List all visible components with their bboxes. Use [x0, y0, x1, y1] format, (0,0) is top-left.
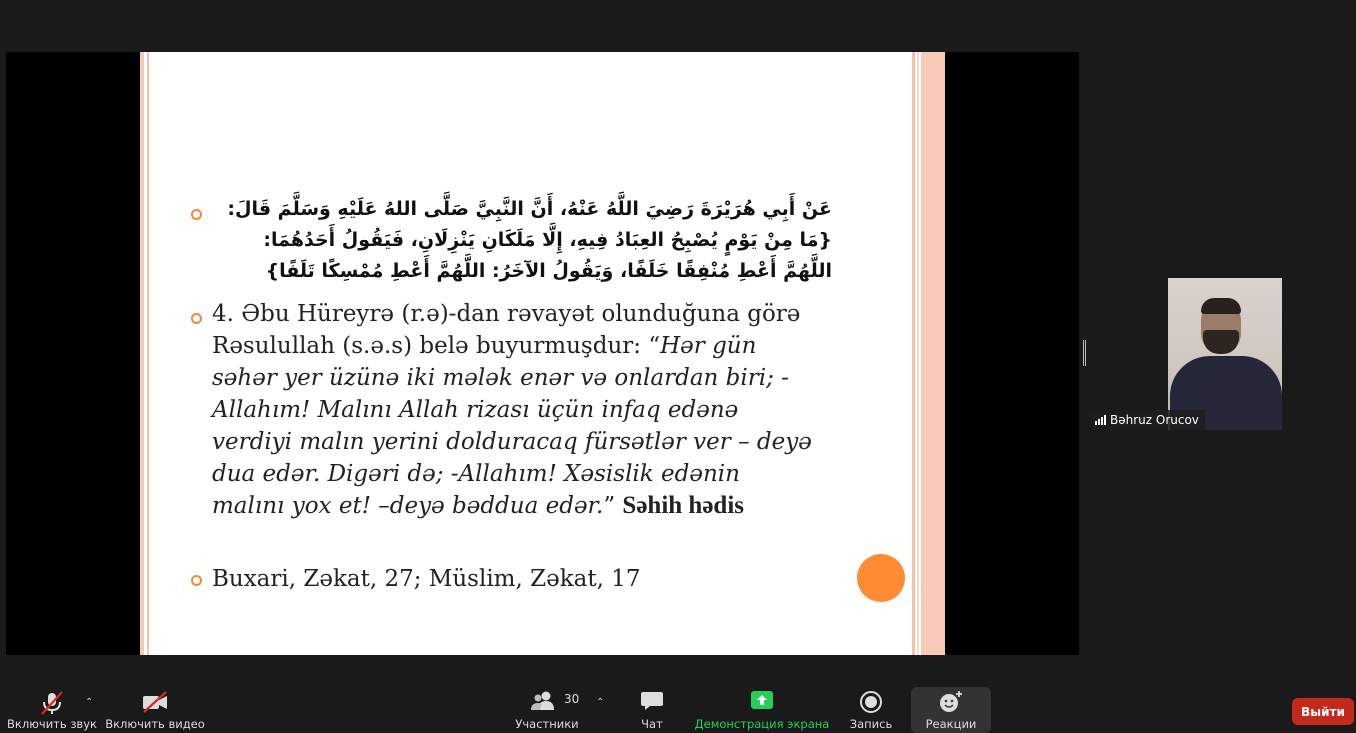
chat-button[interactable]	[626, 683, 678, 733]
chat-icon	[640, 690, 664, 712]
hadith-translation	[212, 298, 812, 522]
panel-resize-handle[interactable]	[1083, 340, 1086, 366]
bullet-icon	[191, 209, 202, 220]
bullet-icon	[191, 313, 202, 324]
participant-name-label	[1091, 410, 1205, 430]
slide-border-right-thin	[912, 52, 915, 655]
participants-count: 30	[564, 692, 580, 706]
record-button[interactable]	[846, 683, 896, 733]
share-screen-icon	[750, 690, 774, 710]
participants-label: Участники	[515, 717, 579, 731]
participant-name: Bəhruz Orucov	[1110, 413, 1199, 427]
video-off-icon	[141, 690, 169, 714]
share-screen-label: Демонстрация экрана	[694, 717, 830, 731]
hadith-intro: 4. Əbu Hüreyrə (r.ə)-dan rəvayət olunduğuna görə Rəsulullah (s.ə.s) belə buyurmuşdur: “	[212, 301, 801, 359]
participants-options-chevron-icon[interactable]: ⌃	[596, 697, 605, 708]
bullet-icon	[191, 575, 202, 586]
start-video-button[interactable]	[106, 683, 204, 733]
slide-border-left-thin	[147, 52, 149, 655]
record-icon	[859, 690, 883, 714]
hadith-quote: Hər gün səhər yer üzünə iki mələk enər və onlardan biri; -Allahım! Malını Allah rizası üçün infaq edənə verdiyi malın yerini dolduracaq fürsətlər ver – deyə dua edər. Digəri də; -Allahım! Xəsislik edənin malını yox et! –deyə bəddua edər.	[212, 333, 812, 519]
share-screen-button[interactable]	[694, 683, 830, 733]
slide-border-left	[140, 52, 144, 655]
hadith-close: ”	[603, 493, 623, 519]
participants-icon	[530, 690, 556, 712]
hadith-source: Buxari, Zəkat, 27; Müslim, Zəkat, 17	[212, 566, 641, 592]
reactions-smiley-icon	[938, 690, 964, 714]
reactions-label: Реакции	[925, 717, 977, 731]
presentation-slide	[140, 52, 945, 655]
video-person-hair	[1201, 298, 1241, 314]
record-label: Запись	[849, 717, 893, 731]
laser-pointer-dot	[857, 554, 905, 602]
hadith-grade: Səhih hədis	[622, 492, 745, 519]
muted-microphone-icon	[39, 690, 65, 716]
participants-button[interactable]	[512, 683, 582, 733]
slide-border-right-line	[917, 52, 919, 655]
chat-label: Чат	[641, 717, 663, 731]
leave-meeting-button[interactable]: Выйти	[1292, 698, 1354, 725]
signal-strength-icon	[1095, 415, 1106, 425]
unmute-label: Включить звук	[7, 717, 97, 731]
start-video-label: Включить видео	[105, 717, 205, 731]
participant-video-tile[interactable]	[1168, 278, 1282, 430]
unmute-button[interactable]	[8, 683, 96, 733]
arabic-hadith-text: عَنْ أَبِي هُرَيْرَةَ رَضِيَ اللَّهُ عَنْهُ، أَنَّ النَّبِيَّ صَلَّى اللهُ عَلَيْهِ وَسَلَّمَ قَالَ: {مَا مِنْ يَوْمٍ يُصْبِحُ العِبَادُ فِيهِ، إِلَّا مَلَكَانِ يَنْزِلَانِ، فَيَقُولُ أَحَدُهُمَا: اللَّهُمَّ أَعْطِ مُنْفِقًا خَلَفًا، وَيَقُولُ الآخَرُ: اللَّهُمَّ أَعْطِ مُمْسِكًا تَلَفًا}	[227, 198, 832, 282]
audio-options-chevron-icon[interactable]: ⌃	[85, 697, 94, 708]
reactions-button[interactable]	[916, 683, 986, 733]
slide-border-right	[921, 52, 945, 655]
